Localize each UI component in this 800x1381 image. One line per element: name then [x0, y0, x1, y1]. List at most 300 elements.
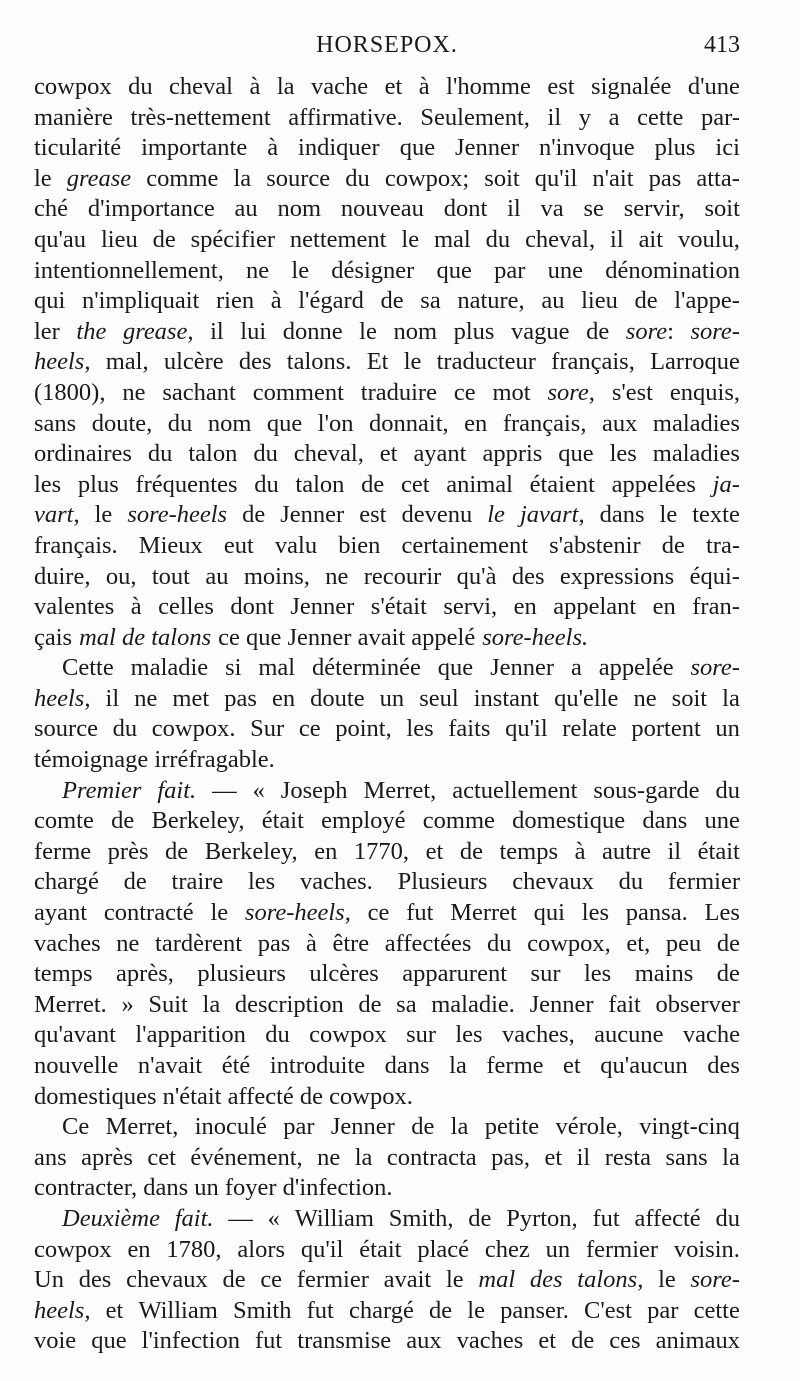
word: la — [354, 1143, 373, 1171]
word: du — [167, 409, 193, 437]
text-line — [34, 776, 740, 807]
word: animaux — [655, 1327, 740, 1355]
word: temps — [499, 837, 559, 865]
word: n'ait — [592, 164, 634, 192]
word: rien — [215, 287, 255, 315]
word: le — [467, 1296, 485, 1324]
word: et — [538, 1327, 557, 1355]
word: mal — [478, 1266, 516, 1294]
word: intentionnellement, — [34, 256, 224, 284]
word: William — [138, 1296, 218, 1324]
word: point, — [335, 715, 392, 743]
word: contracta — [386, 1143, 477, 1171]
text-run: çais — [34, 623, 73, 651]
word: introduite — [269, 1052, 366, 1079]
word: affirmative. — [288, 103, 403, 131]
text-line — [34, 194, 740, 225]
word: comme — [146, 164, 219, 192]
word: français, — [551, 348, 635, 376]
word: traire — [171, 868, 224, 896]
word: duire, — [34, 562, 91, 590]
word: du — [715, 776, 740, 804]
word: près — [107, 837, 149, 865]
word: source — [34, 715, 98, 743]
word: animal — [446, 470, 513, 498]
word: actuellement — [452, 776, 578, 804]
word: l'homme — [446, 73, 531, 100]
text-run: domestiques n'était affecté de cowpox. — [34, 1082, 413, 1110]
word: des — [707, 1052, 740, 1079]
word: Seulement, — [420, 103, 530, 131]
text-line — [34, 562, 740, 593]
word: la — [449, 1052, 467, 1079]
word: aucune — [594, 1021, 664, 1049]
word: et — [105, 1296, 124, 1324]
word: le — [401, 225, 420, 253]
word: mains — [634, 960, 694, 988]
word: de — [152, 225, 176, 253]
text-line — [34, 959, 740, 990]
word: au — [234, 195, 258, 223]
word: comte — [34, 807, 94, 835]
word: à — [270, 287, 282, 315]
text-line — [34, 1235, 740, 1266]
text-line — [34, 347, 740, 378]
word: sore: — [625, 317, 674, 345]
page-number: 413 — [704, 32, 740, 58]
word: fait. — [157, 776, 197, 804]
word: a — [570, 654, 582, 682]
word: voulu, — [677, 225, 740, 253]
text-line — [34, 990, 740, 1021]
word: nouvelle — [34, 1052, 119, 1079]
word: Jenner — [330, 1113, 395, 1141]
word: Mieux — [138, 531, 203, 559]
word: en — [314, 837, 338, 865]
word: il — [667, 837, 682, 865]
word: seul — [419, 684, 459, 712]
text-line — [34, 1265, 740, 1296]
word: de — [716, 960, 740, 988]
word: ou, — [105, 562, 137, 590]
word: il — [576, 1143, 591, 1171]
word: employé — [321, 807, 406, 835]
word: panser. — [500, 1296, 569, 1324]
word: enquis, — [669, 378, 740, 406]
word: la — [233, 164, 252, 192]
word: bien — [338, 531, 381, 559]
word: du — [486, 929, 512, 957]
word: au — [541, 287, 565, 315]
word: la — [276, 73, 295, 100]
word: nature, — [457, 287, 525, 315]
word: petite — [484, 1113, 540, 1141]
word: temps — [34, 960, 93, 988]
word: ulcère — [163, 348, 224, 376]
word: ne — [246, 256, 270, 284]
word: par — [283, 1113, 315, 1141]
word: été — [221, 1052, 251, 1079]
word: une — [547, 256, 583, 284]
text-line — [34, 378, 740, 409]
word: lieu — [100, 225, 138, 253]
word: le — [94, 501, 113, 529]
word: maladie. — [431, 990, 515, 1018]
word: ce — [260, 1266, 283, 1294]
word: vague — [511, 317, 570, 345]
word: par — [647, 1296, 679, 1324]
word: mal, — [105, 348, 149, 376]
text-line — [34, 1143, 740, 1174]
word: du — [715, 1204, 740, 1232]
text-line — [34, 806, 740, 837]
text-line — [34, 72, 740, 103]
word: il — [610, 225, 624, 253]
word: les — [584, 960, 612, 988]
word: de — [571, 1327, 595, 1355]
word: de — [586, 317, 610, 345]
word: — — [212, 776, 237, 804]
word: a — [608, 103, 620, 131]
word: à — [574, 837, 586, 865]
word: sore- — [690, 317, 740, 345]
word: ferme — [486, 1052, 544, 1079]
text-line — [34, 1020, 740, 1051]
text-line — [34, 714, 740, 745]
word: il — [547, 103, 562, 131]
word: que — [399, 134, 436, 162]
word: des — [529, 1266, 563, 1294]
word: sore- — [690, 1266, 740, 1294]
word: ces — [609, 1327, 641, 1355]
word: ne — [325, 562, 349, 590]
word: en — [652, 593, 676, 621]
text-line — [34, 1173, 740, 1204]
word: Jenner — [290, 593, 355, 621]
word: placé — [417, 1235, 469, 1263]
word: sore- — [690, 654, 740, 682]
word: ler — [34, 317, 60, 345]
word: français. — [34, 531, 118, 559]
word: devenu — [401, 501, 473, 529]
word: le — [359, 317, 377, 345]
word: servi, — [443, 593, 498, 621]
text-line — [34, 1082, 740, 1113]
word: faits — [448, 715, 491, 743]
word: portent — [631, 715, 701, 743]
word: du — [254, 470, 279, 498]
word: manière — [34, 103, 113, 131]
word: vérole, — [555, 1113, 623, 1141]
word: ordinaires — [34, 440, 132, 468]
text-line — [34, 1112, 740, 1143]
word: talon — [295, 470, 345, 498]
word: les — [581, 899, 609, 927]
word: à — [305, 929, 317, 957]
word: du — [485, 225, 511, 253]
word: à — [249, 73, 261, 100]
word: du — [128, 73, 153, 100]
word: ferme — [34, 837, 92, 865]
word: ché — [34, 195, 68, 223]
word: ici — [715, 134, 740, 162]
word: signalée — [591, 73, 672, 100]
word: du — [265, 1021, 290, 1049]
word: ce — [298, 715, 321, 743]
word: le — [291, 256, 310, 284]
word: sous-garde — [593, 776, 700, 804]
word: transmise — [297, 1327, 392, 1355]
word: ne — [122, 378, 146, 406]
word: doute — [310, 684, 365, 712]
word: « — [252, 776, 265, 804]
word: qui — [533, 899, 565, 927]
word: Premier — [62, 776, 142, 804]
word: sore-heels — [127, 501, 228, 529]
word: cheval — [169, 73, 233, 100]
word: heels, — [34, 684, 91, 712]
word: et — [379, 440, 398, 468]
word: n'avait — [137, 1052, 203, 1079]
word: fut — [306, 1296, 334, 1324]
word: mot — [492, 378, 531, 406]
word: et — [544, 1143, 563, 1171]
word: comme — [422, 807, 495, 835]
word: « — [267, 1204, 280, 1232]
word: plusieurs — [197, 960, 286, 988]
word: vaches — [34, 929, 101, 957]
word: expressions — [559, 562, 675, 590]
word: le — [658, 1266, 676, 1294]
word: maladies — [652, 409, 740, 437]
word: les — [609, 440, 637, 468]
word: grease, — [122, 317, 194, 345]
word: fait — [608, 990, 641, 1018]
word: ayant — [413, 440, 467, 468]
word: plus — [453, 317, 495, 345]
word: par — [494, 256, 526, 284]
word: que — [266, 409, 303, 437]
word: était — [697, 837, 740, 865]
word: un — [715, 715, 740, 743]
text-line — [34, 531, 740, 562]
word: fermier — [296, 1266, 369, 1294]
word: les — [406, 715, 434, 743]
word: fut — [592, 1204, 620, 1232]
word: cowpox, — [527, 929, 611, 957]
word: ticularité — [34, 134, 122, 162]
word: la — [202, 990, 221, 1018]
word: fréquentes — [135, 470, 238, 498]
word: vaches. — [300, 868, 373, 896]
word: du — [112, 715, 138, 743]
word: par- — [700, 103, 740, 131]
word: de — [468, 1204, 492, 1232]
word: vaches, — [501, 1021, 575, 1049]
word: de — [222, 1266, 246, 1294]
word: ce — [453, 378, 476, 406]
word: qu'elle — [554, 684, 619, 712]
italic-text: mal de talons — [79, 623, 212, 651]
word: voisin. — [673, 1235, 740, 1263]
text-line — [34, 470, 740, 501]
word: soit — [671, 684, 708, 712]
word: chevaux — [512, 868, 594, 896]
word: cet — [400, 470, 430, 498]
word: de — [661, 531, 685, 559]
word: l'infection — [141, 1327, 240, 1355]
word: se — [583, 195, 604, 223]
word: un — [379, 684, 405, 712]
word: ne — [116, 929, 140, 957]
word: talons, — [577, 1266, 644, 1294]
word: grease — [66, 164, 132, 192]
body-text — [34, 72, 740, 1357]
word: Merret. — [34, 990, 107, 1018]
word: fermier — [667, 868, 740, 896]
word: était — [359, 1235, 402, 1263]
word: appelées — [611, 470, 696, 498]
word: et — [384, 73, 403, 100]
word: talons. — [286, 348, 352, 376]
word: sa — [396, 990, 417, 1018]
word: importante — [141, 134, 248, 162]
word: donnait, — [369, 409, 449, 437]
word: s'était — [370, 593, 427, 621]
word: à — [418, 73, 430, 100]
word: en — [513, 593, 537, 621]
word: relate — [562, 715, 617, 743]
word: de — [411, 1113, 435, 1141]
word: the — [76, 317, 107, 345]
word: atta- — [696, 164, 740, 192]
word: sore-heels, — [244, 899, 351, 927]
word: des — [78, 1266, 112, 1294]
word: que — [91, 1327, 127, 1355]
running-header — [34, 26, 740, 66]
word: heels, — [34, 1296, 91, 1324]
word: du — [345, 164, 370, 192]
word: nom — [277, 195, 322, 223]
word: de — [429, 1296, 453, 1324]
word: traducteur — [436, 348, 536, 376]
word: indiquer — [298, 134, 380, 162]
text-line — [34, 623, 740, 654]
word: fait. — [174, 1204, 214, 1232]
word: observer — [655, 990, 740, 1018]
word: soit — [484, 164, 520, 192]
word: tout — [151, 562, 190, 590]
word: un — [545, 1235, 571, 1263]
word: le — [403, 348, 422, 376]
word: — — [228, 1204, 253, 1232]
word: être — [332, 929, 370, 957]
word: ayant — [34, 899, 88, 927]
word: Merret, — [105, 1113, 179, 1141]
word: Plusieurs — [397, 868, 488, 896]
word: événement, — [190, 1143, 303, 1171]
word: et — [425, 837, 444, 865]
word: lieu — [581, 287, 618, 315]
word: qu'avant — [34, 1021, 116, 1049]
word: valu — [274, 531, 318, 559]
word: (1800), — [34, 378, 106, 406]
word: après — [81, 1143, 133, 1171]
word: 1780, — [166, 1235, 222, 1263]
word: que — [436, 256, 472, 284]
word: pas, — [491, 1143, 530, 1171]
word: affectées — [384, 929, 472, 957]
word: à — [130, 593, 142, 621]
word: Jenner — [529, 990, 594, 1018]
text-line — [34, 286, 740, 317]
word: va — [540, 195, 564, 223]
word: ait — [638, 225, 664, 253]
word: eut — [223, 531, 254, 559]
text-line — [34, 898, 740, 929]
word: fermier — [585, 1235, 659, 1263]
word: l'apparition — [135, 1021, 246, 1049]
text-line — [34, 653, 740, 684]
word: et — [563, 1052, 581, 1079]
word: domestique — [512, 807, 626, 835]
text-line — [34, 592, 740, 623]
word: qui — [34, 287, 66, 315]
word: sur — [406, 1021, 437, 1049]
word: étaient — [529, 470, 595, 498]
word: et, — [626, 929, 651, 957]
word: sans — [665, 1143, 708, 1171]
word: est — [359, 501, 387, 529]
text-line — [34, 164, 740, 195]
word: s'est — [611, 378, 653, 406]
word: soit — [704, 195, 740, 223]
word: du — [147, 440, 173, 468]
word: autre — [601, 837, 651, 865]
word: ja- — [712, 470, 740, 498]
word: javart, — [519, 501, 585, 529]
word: le — [445, 1266, 464, 1294]
word: vache — [682, 1021, 740, 1049]
word: pas — [257, 929, 291, 957]
running-title: HORSEPOX. — [316, 32, 458, 58]
word: de — [358, 990, 382, 1018]
word: Jenner — [490, 654, 555, 682]
word: le — [659, 501, 678, 529]
word: Cette — [62, 654, 114, 682]
word: recourir — [363, 562, 442, 590]
text-line — [34, 103, 740, 134]
text-run: témoignage irréfragable. — [34, 746, 275, 774]
text-line — [34, 745, 740, 776]
text-run: contracter, dans un foyer d'infection. — [34, 1174, 393, 1202]
word: il — [507, 195, 521, 223]
word: au — [205, 562, 229, 590]
word: tra- — [705, 531, 740, 559]
text-line — [34, 837, 740, 868]
word: Smith, — [388, 1204, 454, 1232]
word: maladies — [652, 440, 740, 468]
word: de — [123, 868, 147, 896]
text-line — [34, 409, 740, 440]
word: Suit — [148, 990, 188, 1018]
word: n'invoque — [538, 134, 635, 162]
text-line — [34, 929, 740, 960]
word: contracté — [103, 899, 194, 927]
word: les — [455, 1021, 483, 1049]
word: pas — [648, 164, 682, 192]
word: s'abstenir — [549, 531, 641, 559]
